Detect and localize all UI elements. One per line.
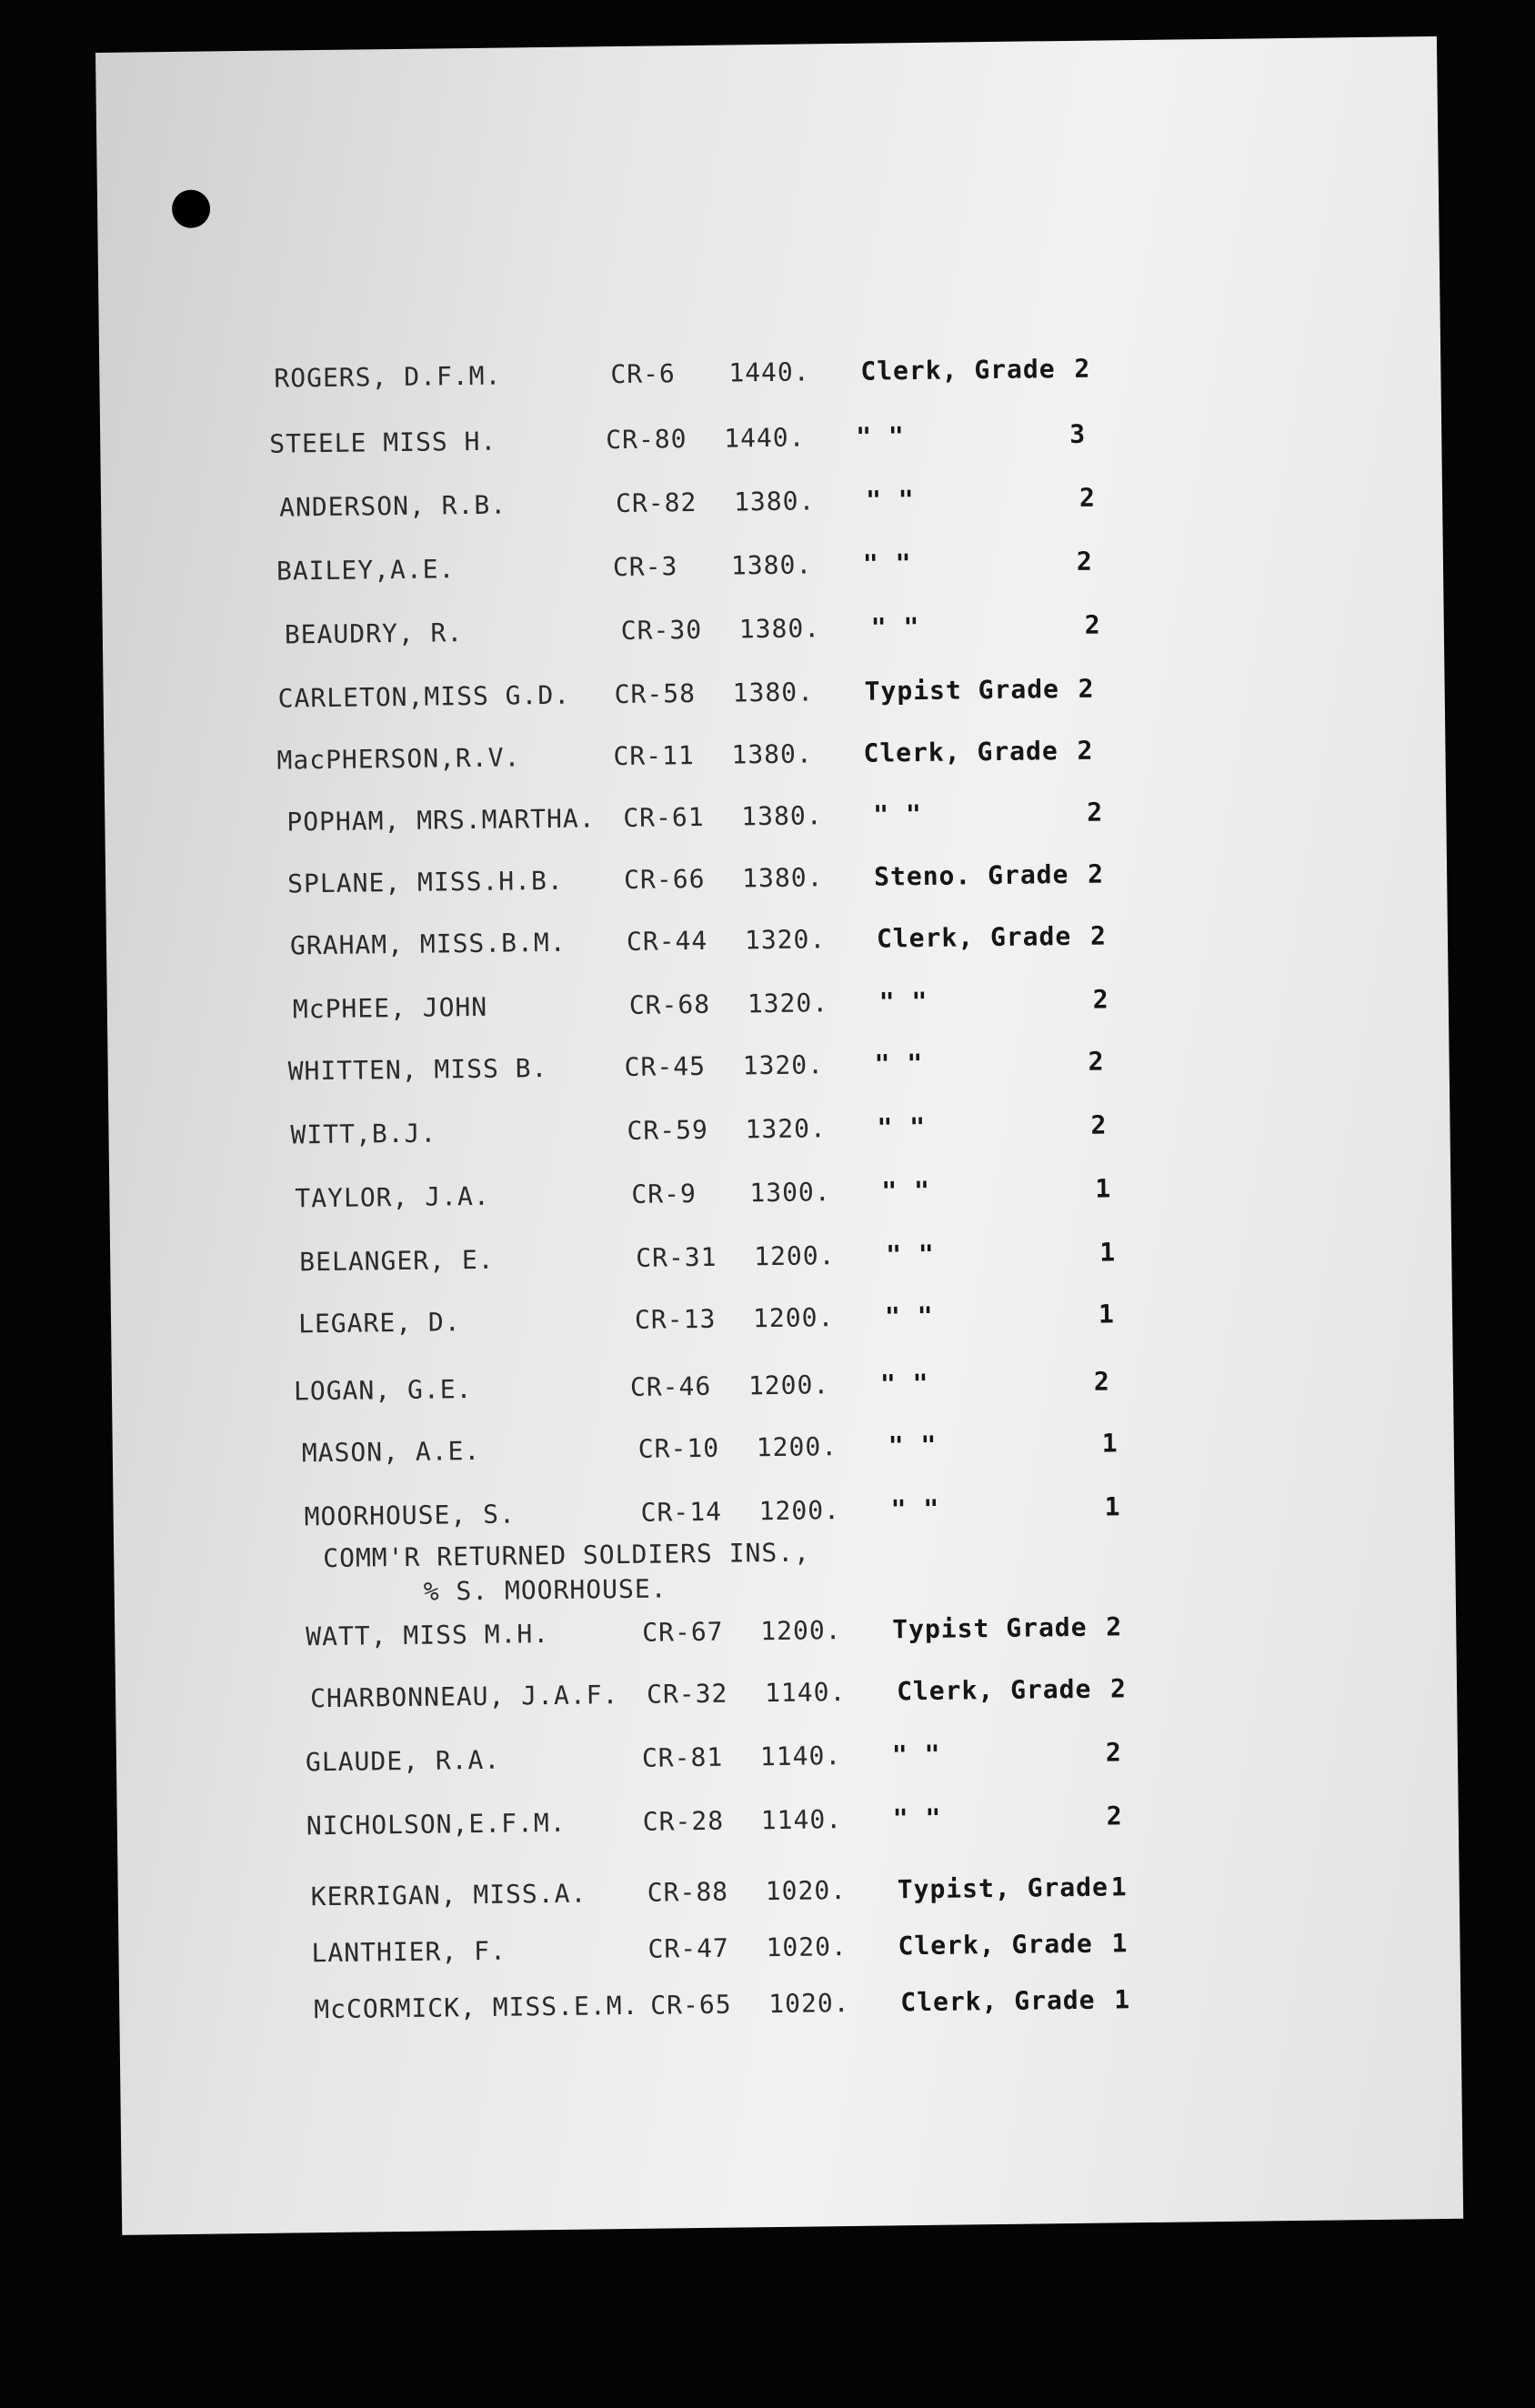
cell-grade: 1 xyxy=(1099,1237,1117,1268)
cell-code: CR-59 xyxy=(627,1114,709,1146)
cell-code: CR-45 xyxy=(624,1050,707,1082)
cell-grade: 1 xyxy=(1104,1491,1121,1522)
cell-salary: 1200. xyxy=(747,1370,830,1401)
cell-title: " " xyxy=(856,421,905,452)
table-row xyxy=(309,1673,1128,1720)
cell-title: " " xyxy=(886,1239,935,1270)
cell-title: " " xyxy=(865,485,915,516)
cell-salary: 1140. xyxy=(759,1741,842,1772)
cell-name: MASON, A.E. xyxy=(301,1435,481,1469)
cell-title: " " xyxy=(877,1111,927,1143)
cell-title: Clerk, Grade xyxy=(900,1984,1096,2018)
cell-salary: 1320. xyxy=(747,988,829,1019)
cell-name: WITT,B.J. xyxy=(290,1118,437,1150)
cell-title: Typist, Grade xyxy=(897,1871,1109,1905)
table-row xyxy=(276,546,1093,593)
table-row xyxy=(277,673,1095,720)
cell-name: CHARBONNEAU, J.A.F. xyxy=(309,1680,619,1714)
cell-salary: 1200. xyxy=(754,1240,836,1272)
table-row xyxy=(299,1237,1117,1283)
cell-title: " " xyxy=(879,1368,929,1400)
cell-name: MOORHOUSE, S. xyxy=(304,1499,517,1532)
cell-name: BELANGER, E. xyxy=(299,1244,495,1278)
cell-title: Steno. Grade xyxy=(873,858,1069,892)
cell-code: CR-3 xyxy=(612,551,678,583)
cell-grade: 1 xyxy=(1114,1984,1131,2015)
cell-salary: 1200. xyxy=(756,1431,838,1463)
cell-title: Typist Grade xyxy=(892,1611,1088,1645)
cell-salary: 1320. xyxy=(745,1113,828,1145)
cell-grade: 1 xyxy=(1101,1428,1119,1459)
cell-salary: 1200. xyxy=(752,1302,835,1334)
cell-salary: 1140. xyxy=(764,1677,847,1709)
cell-grade: 2 xyxy=(1106,1801,1123,1831)
table-row xyxy=(287,1046,1105,1092)
cell-grade: 2 xyxy=(1087,858,1105,889)
table-row xyxy=(293,1366,1110,1412)
cell-title: " " xyxy=(888,1430,938,1461)
cell-salary: 1380. xyxy=(733,486,816,517)
cell-name: NICHOLSON,E.F.M. xyxy=(306,1807,567,1841)
cell-name: MacPHERSON,R.V. xyxy=(276,742,521,776)
cell-code: CR-47 xyxy=(647,1932,730,1964)
table-row xyxy=(304,1491,1121,1538)
cell-title: Clerk, Grade xyxy=(896,1673,1092,1707)
table-row xyxy=(295,1173,1112,1219)
cell-name: STEELE MISS H. xyxy=(269,426,497,459)
cell-name: LOGAN, G.E. xyxy=(293,1374,473,1407)
cell-name: CARLETON,MISS G.D. xyxy=(277,679,571,714)
table-row xyxy=(274,353,1091,400)
cell-code: CR-61 xyxy=(623,801,705,833)
cell-grade: 1 xyxy=(1110,1871,1128,1902)
cell-name: BEAUDRY, R. xyxy=(284,617,464,650)
cell-code: CR-66 xyxy=(623,863,706,895)
cell-title: " " xyxy=(862,548,912,579)
table-row xyxy=(278,482,1097,529)
note-line-1: COMM'R RETURNED SOLDIERS INS., xyxy=(323,1537,811,1574)
cell-grade: 2 xyxy=(1088,1046,1105,1077)
cell-salary: 1200. xyxy=(758,1495,841,1527)
cell-grade: 1 xyxy=(1098,1299,1116,1329)
cell-salary: 1380. xyxy=(738,613,821,645)
cell-title: Clerk, Grade xyxy=(876,920,1072,954)
cell-salary: 1380. xyxy=(730,549,813,581)
cell-grade: 2 xyxy=(1076,546,1093,577)
cell-code: CR-68 xyxy=(628,988,711,1020)
cell-code: CR-6 xyxy=(610,358,676,390)
cell-title: " " xyxy=(870,611,920,643)
cell-code: CR-65 xyxy=(650,1989,732,2021)
cell-title: Clerk, Grade xyxy=(860,354,1056,386)
cell-name: WATT, MISS M.H. xyxy=(306,1619,550,1652)
cell-name: GRAHAM, MISS.B.M. xyxy=(289,927,567,961)
cell-name: GLAUDE, R.A. xyxy=(305,1744,501,1778)
document-page xyxy=(95,36,1463,2235)
cell-title: Clerk, Grade xyxy=(863,736,1058,768)
cell-title: " " xyxy=(881,1175,931,1207)
cell-grade: 2 xyxy=(1092,984,1109,1015)
cell-code: CR-88 xyxy=(647,1876,729,1908)
cell-code: CR-32 xyxy=(646,1678,728,1710)
cell-code: CR-82 xyxy=(615,487,697,519)
note-line-2: % S. MOORHOUSE. xyxy=(423,1573,667,1607)
cell-salary: 1440. xyxy=(724,422,806,454)
punch-hole xyxy=(172,189,211,228)
table-row xyxy=(292,984,1109,1030)
table-row xyxy=(286,858,1105,905)
cell-grade: 2 xyxy=(1077,735,1094,766)
cell-grade: 2 xyxy=(1106,1611,1123,1642)
cell-title: " " xyxy=(874,1048,924,1079)
cell-salary: 1320. xyxy=(742,1049,825,1081)
cell-grade: 2 xyxy=(1074,353,1091,384)
cell-code: CR-9 xyxy=(631,1179,697,1209)
cell-grade: 2 xyxy=(1093,1366,1110,1397)
cell-name: LEGARE, D. xyxy=(297,1307,461,1339)
cell-code: CR-30 xyxy=(620,614,703,646)
cell-name: KERRIGAN, MISS.A. xyxy=(310,1878,587,1912)
table-row xyxy=(297,1299,1116,1345)
cell-grade: 2 xyxy=(1105,1737,1122,1768)
cell-grade: 2 xyxy=(1089,920,1108,951)
cell-code: CR-10 xyxy=(637,1432,720,1464)
cell-name: ANDERSON, R.B. xyxy=(278,489,507,523)
cell-title: " " xyxy=(873,798,923,830)
cell-name: POPHAM, MRS.MARTHA. xyxy=(286,803,596,838)
table-row xyxy=(276,735,1094,782)
cell-salary: 1380. xyxy=(732,677,815,708)
table-row xyxy=(301,1428,1119,1474)
cell-title: " " xyxy=(878,986,928,1018)
cell-code: CR-81 xyxy=(641,1741,724,1773)
cell-name: SPLANE, MISS.H.B. xyxy=(286,865,564,899)
cell-salary: 1200. xyxy=(760,1615,842,1647)
cell-code: CR-46 xyxy=(629,1370,712,1402)
cell-code: CR-14 xyxy=(640,1496,723,1528)
cell-code: CR-58 xyxy=(614,677,697,710)
cell-grade: 2 xyxy=(1087,797,1104,828)
cell-salary: 1020. xyxy=(765,1875,848,1907)
cell-grade: 1 xyxy=(1095,1173,1112,1204)
cell-name: BAILEY,A.E. xyxy=(276,554,456,587)
cell-code: CR-13 xyxy=(634,1303,717,1335)
cell-salary: 1320. xyxy=(744,924,827,956)
cell-name: TAYLOR, J.A. xyxy=(295,1180,490,1214)
cell-salary: 1380. xyxy=(741,800,823,832)
table-row xyxy=(286,797,1104,843)
table-row xyxy=(306,1801,1123,1847)
cell-grade: 2 xyxy=(1084,609,1101,640)
cell-salary: 1020. xyxy=(768,1988,850,2020)
table-row xyxy=(289,920,1108,967)
cell-salary: 1380. xyxy=(731,738,813,770)
cell-grade: 2 xyxy=(1090,1109,1108,1140)
cell-name: ROGERS, D.F.M. xyxy=(274,360,502,394)
cell-name: McCORMICK, MISS.E.M. xyxy=(314,1990,639,2025)
cell-grade: 3 xyxy=(1069,418,1087,449)
table-row xyxy=(284,609,1101,657)
cell-code: CR-31 xyxy=(636,1241,717,1273)
cell-title: " " xyxy=(892,1802,942,1834)
cell-name: LANTHIER, F. xyxy=(311,1935,507,1969)
cell-title: " " xyxy=(890,1493,940,1525)
cell-title: Clerk, Grade xyxy=(898,1928,1093,1962)
cell-code: CR-11 xyxy=(613,740,695,772)
table-row xyxy=(310,1871,1128,1918)
cell-title: " " xyxy=(884,1300,934,1332)
table-row xyxy=(269,418,1087,466)
cell-grade: 1 xyxy=(1111,1928,1129,1959)
cell-title: Typist Grade xyxy=(864,674,1060,707)
cell-code: CR-67 xyxy=(642,1616,724,1648)
table-row xyxy=(311,1928,1129,1974)
cell-name: WHITTEN, MISS B. xyxy=(287,1053,548,1087)
cell-name: McPHEE, JOHN xyxy=(292,991,488,1025)
cell-grade: 2 xyxy=(1109,1673,1128,1704)
cell-salary: 1300. xyxy=(749,1177,831,1209)
cell-salary: 1380. xyxy=(741,862,824,894)
cell-title: " " xyxy=(891,1739,941,1771)
cell-grade: 2 xyxy=(1078,673,1095,704)
cell-code: CR-80 xyxy=(606,424,687,456)
cell-code: CR-28 xyxy=(642,1805,725,1837)
table-row xyxy=(314,1984,1131,2031)
cell-salary: 1140. xyxy=(760,1804,843,1836)
cell-grade: 2 xyxy=(1079,482,1097,513)
table-row xyxy=(290,1109,1108,1156)
cell-salary: 1020. xyxy=(766,1931,848,1963)
cell-salary: 1440. xyxy=(728,356,810,388)
cell-code: CR-44 xyxy=(626,925,708,957)
